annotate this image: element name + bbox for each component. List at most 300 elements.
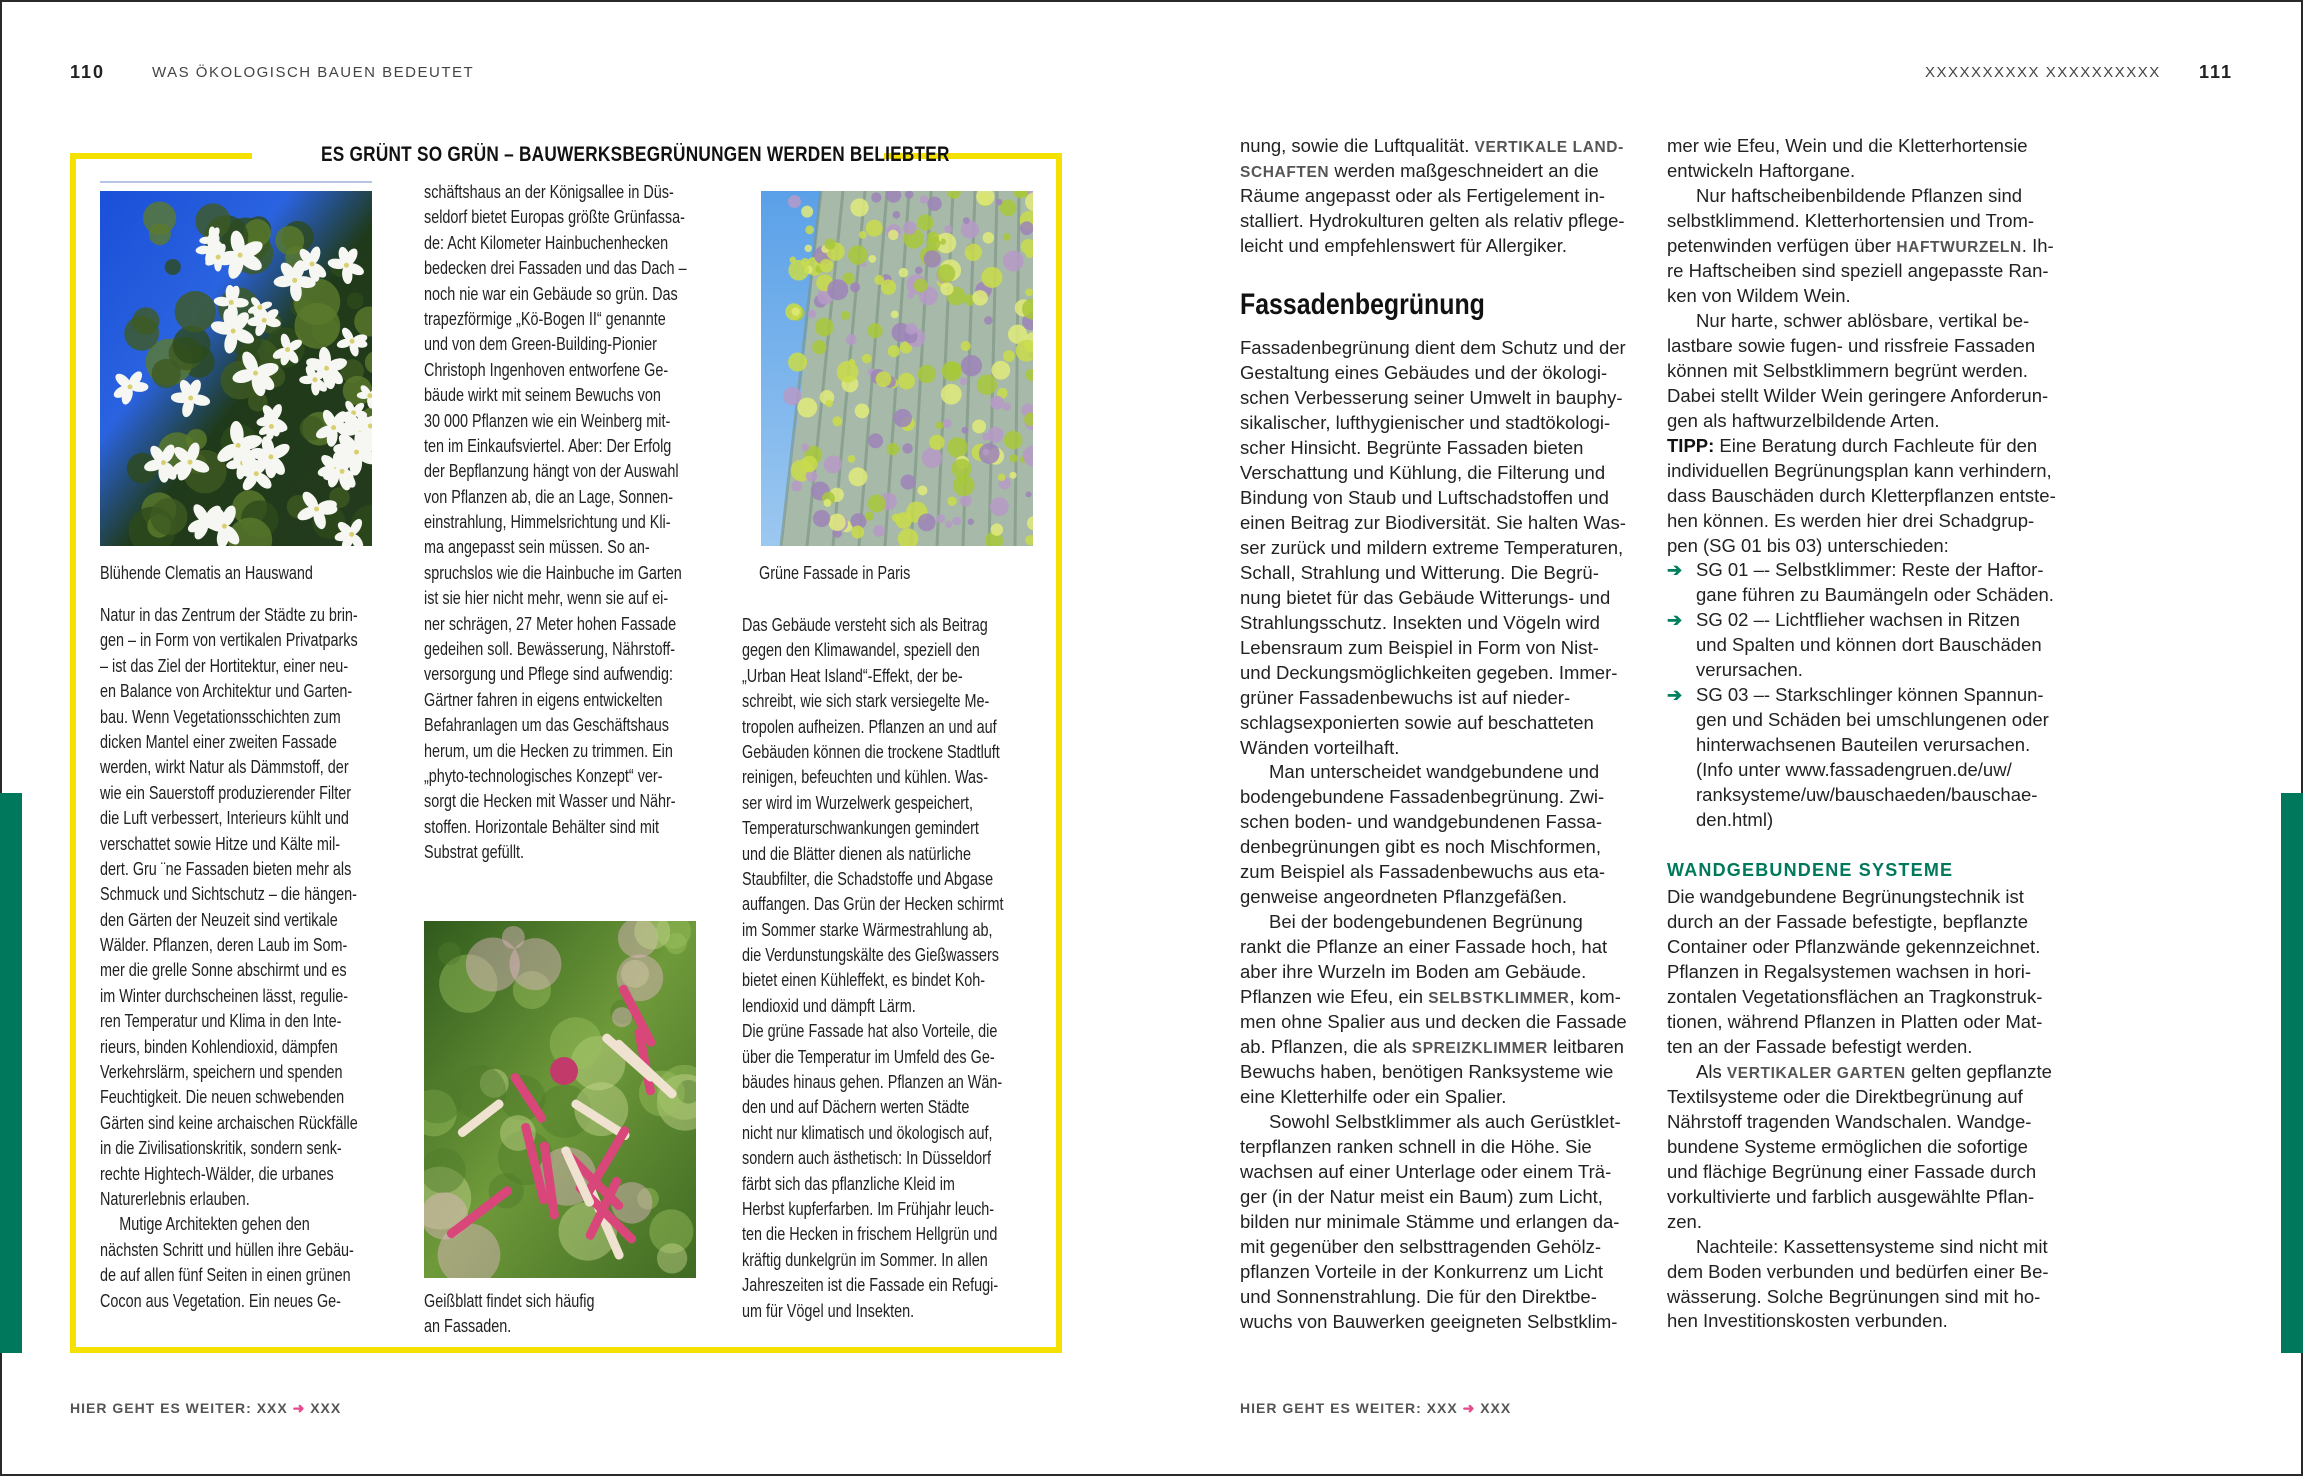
text-line: [1667, 1060, 2077, 1085]
text-line: [742, 715, 1003, 740]
text-segment: Staubfilter, die Schadstoffe und Abgase: [742, 868, 994, 889]
paris-facade-photo: [761, 191, 1033, 546]
text-segment: verursachen.: [1696, 659, 1803, 681]
text-line: [1240, 159, 1650, 184]
text-segment: reinigen, befeuchten und kühlen. Was-: [742, 767, 989, 788]
text-line: [100, 730, 358, 755]
text-segment: stalliert. Hydrokulturen gelten als relativ pflege-: [1240, 209, 1625, 231]
text-segment: wässerung. Solche Begrünungen sind mit ho-: [1667, 1285, 2041, 1307]
text-line: [1667, 935, 2077, 960]
text-line: [424, 332, 687, 357]
text-line: [1240, 184, 1650, 209]
caption-clematis: [100, 561, 313, 586]
text-segment: individuellen Begrünungsplan kann verhindern,: [1667, 459, 2052, 481]
text-line: [742, 740, 1003, 765]
text-line: [742, 638, 1003, 663]
text-line: [1667, 434, 2077, 459]
text-line: [100, 1289, 358, 1314]
text-segment: Sowohl Selbstklimmer als auch Gerüstklet-: [1269, 1111, 1621, 1133]
caption-line: Blühende Clematis an Hauswand: [100, 563, 313, 583]
text-line: [1667, 1235, 2077, 1260]
text-segment: dert. Gru ¨ne Fassaden bieten mehr als: [100, 858, 352, 879]
text-line: [100, 755, 358, 780]
text-line: [424, 713, 687, 738]
text-segment: Textilsysteme oder die Direktbegrünung auf: [1667, 1085, 2023, 1107]
text-line: [1240, 810, 1650, 835]
text-segment: gelten gepflanzte: [1905, 1060, 2052, 1082]
text-line: [1240, 461, 1650, 486]
text-line: [1240, 1060, 1650, 1085]
text-segment: de: Acht Kilometer Hainbuchenhecken: [424, 232, 669, 253]
text-segment: dicken Mantel einer zweiten Fassade: [100, 731, 337, 752]
footer-left: [70, 1400, 341, 1417]
subheading-wandgebundene-systeme: WANDGEBUNDENE SYSTEME: [1667, 860, 1954, 880]
text-segment: ger (in der Natur meist ein Baum) zum Licht,: [1240, 1185, 1603, 1207]
text-segment: leicht und empfehlenswert für Allergiker.: [1240, 234, 1568, 256]
text-segment: petenwinden verfügen über: [1667, 234, 1897, 256]
text-line: [742, 1299, 1003, 1324]
text-line: [1240, 760, 1650, 785]
text-line: [1667, 910, 2077, 935]
text-line: [424, 180, 687, 205]
text-line: [742, 1222, 1003, 1247]
text-line: [1667, 758, 2077, 783]
text-segment: Nur harte, schwer ablösbare, vertikal be-: [1696, 309, 2030, 331]
text-segment: wuchs von Bauwerken geeigneten Selbstklim-: [1240, 1310, 1618, 1332]
text-line: [1240, 561, 1650, 586]
text-line: [1667, 733, 2077, 758]
text-segment: dass Bauschäden durch Kletterpflanzen entste-: [1667, 484, 2056, 506]
text-line: [100, 1111, 358, 1136]
text-segment: en Balance von Architektur und Garten-: [100, 681, 353, 702]
text-segment: tropolen aufheizen. Pflanzen an und auf: [742, 716, 997, 737]
text-segment: den und auf Dächern werten Städte: [742, 1097, 970, 1118]
text-line: [1667, 259, 2077, 284]
text-segment: bilden nur minimale Stämme und erlangen da-: [1240, 1210, 1620, 1232]
text-segment: ranksysteme/uw/bauschaeden/bauschae-: [1696, 784, 2038, 806]
page-number-left: 110: [70, 62, 106, 82]
text-line: [424, 358, 687, 383]
text-segment: spruchslos wie die Hainbuche im Garten: [424, 562, 682, 583]
text-line: [1667, 1185, 2077, 1210]
text-line: [1240, 611, 1650, 636]
column-a-intro: [1240, 134, 1650, 259]
keyword: HAFTWURZELN: [1896, 238, 2022, 256]
text-line: [100, 1212, 358, 1237]
text-line: [1240, 1260, 1650, 1285]
text-line: [742, 664, 1003, 689]
text-segment: werden, wirkt Natur als Dämmstoff, der: [100, 757, 349, 778]
text-segment: ma angepasst sein müssen. So an-: [424, 537, 650, 558]
text-segment: Naturerlebnis erlauben.: [100, 1188, 250, 1209]
text-line: [424, 205, 687, 230]
column-a-body: [1240, 336, 1650, 1335]
text-line: [1240, 1210, 1650, 1235]
text-segment: zum Beispiel als Fassadenbewuchs aus eta-: [1240, 861, 1606, 883]
text-line: [424, 764, 687, 789]
text-line: [1667, 558, 2077, 583]
text-segment: . Ih-: [2021, 234, 2054, 256]
text-segment: hinterwachsenen Bauteilen verursachen.: [1696, 734, 2031, 756]
text-line: [742, 842, 1003, 867]
text-segment: hen Investitionskosten verbunden.: [1667, 1310, 1948, 1332]
text-line: [742, 1146, 1003, 1171]
text-line: [424, 409, 687, 434]
text-line: [742, 613, 1003, 638]
text-segment: Man unterscheidet wandgebundene und: [1269, 761, 1600, 783]
text-segment: gegen den Klimawandel, speziell den: [742, 640, 980, 661]
text-segment: wie ein Sauerstoff produzierender Filter: [100, 782, 352, 803]
text-line: [1240, 1035, 1650, 1060]
text-segment: und Sonnenstrahlung. Die für den Direktbe-: [1240, 1285, 1597, 1307]
text-line: [100, 908, 358, 933]
text-segment: Gärtner fahren in eigens entwickelten: [424, 689, 663, 710]
arrow-right-icon: ➔: [1667, 685, 1683, 706]
text-segment: den.html): [1696, 809, 1774, 831]
text-line: [1240, 736, 1650, 761]
text-segment: verschattet sowie Hitze und Kälte mil-: [100, 833, 341, 854]
text-segment: Schmuck und Sichtschutz – die hängen-: [100, 884, 357, 905]
text-line: [1667, 159, 2077, 184]
box-column-1: [100, 603, 358, 1314]
text-line: [424, 282, 687, 307]
text-line: [1667, 534, 2077, 559]
text-segment: Die wandgebundene Begrünungstechnik ist: [1667, 886, 2024, 907]
text-segment: grüner Fassadenbewuchs ist auf nieder-: [1240, 686, 1571, 708]
arrow-right-icon: ➔: [1667, 610, 1683, 631]
footer-from: XXX: [1426, 1400, 1458, 1416]
text-line: [1240, 860, 1650, 885]
text-segment: Gärten sind keine archaischen Rückfälle: [100, 1112, 358, 1133]
box-column-3: [742, 613, 1003, 1324]
text-line: [100, 832, 358, 857]
text-line: [1240, 661, 1650, 686]
text-line: [424, 459, 687, 484]
text-line: [1240, 586, 1650, 611]
image-top-rule: [100, 181, 372, 183]
text-segment: Mutige Architekten gehen den: [119, 1214, 310, 1235]
text-line: [1240, 1135, 1650, 1160]
clematis-photo: [100, 191, 372, 546]
text-segment: tionen, während Pflanzen in Platten oder Mat-: [1667, 1010, 2043, 1032]
text-segment: herum, um die Hecken zu trimmen. Ein: [424, 740, 673, 761]
text-segment: und Spalten und können dort Bauschäden: [1696, 634, 2042, 656]
text-segment: Pflanzen in Regalsystemen wachsen in hori-: [1667, 960, 2032, 982]
text-line: [424, 612, 687, 637]
text-segment: ser zurück und mildern extreme Temperaturen,: [1240, 536, 1624, 558]
text-line: [424, 256, 687, 281]
text-segment: durch an der Fassade befestigte, bepflanzte: [1667, 910, 2028, 932]
text-segment: schäftshaus an der Königsallee in Düs-: [424, 182, 674, 202]
text-segment: – ist das Ziel der Hortitektur, einer neu-: [100, 655, 349, 676]
running-head-left: WAS ÖKOLOGISCH BAUEN BEDEUTET: [152, 64, 475, 81]
text-segment: vorkultivierte und farblich ausgewählte Pflan-: [1667, 1185, 2035, 1207]
text-segment: Herbst kupferfarben. Im Frühjahr leuch-: [742, 1198, 995, 1219]
text-line: [1240, 636, 1650, 661]
honeysuckle-photo: [424, 921, 696, 1278]
text-segment: SG 01 –- Selbstklimmer: Reste der Haftor-: [1696, 559, 2044, 581]
text-line: [1240, 134, 1650, 159]
text-line: [100, 1263, 358, 1288]
text-segment: ren Temperatur und Klima in den Inte-: [100, 1011, 342, 1032]
text-line: [1240, 436, 1650, 461]
text-segment: men ohne Spalier aus und decken die Fassade: [1240, 1011, 1627, 1033]
text-line: [1667, 608, 2077, 633]
text-segment: Verkehrslärm, speichern und spenden: [100, 1062, 343, 1083]
text-line: [100, 679, 358, 704]
keyword: VERTIKALE LAND-: [1474, 139, 1624, 156]
text-line: [1667, 783, 2077, 808]
text-segment: Feuchtigkeit. Die neuen schwebenden: [100, 1087, 345, 1108]
text-line: [1667, 384, 2077, 409]
text-segment: einstrahlung, Himmelsrichtung und Kli-: [424, 512, 671, 533]
text-segment: aber ihre Wurzeln im Boden am Gebäude.: [1240, 961, 1587, 983]
text-line: [424, 485, 687, 510]
text-segment: bodengebundene Fassadenbegrünung. Zwi-: [1240, 786, 1605, 808]
text-line: [742, 1248, 1003, 1273]
text-segment: nung, sowie die Luftqualität.: [1240, 135, 1475, 156]
text-line: [1667, 1309, 2077, 1334]
text-segment: und die Blätter dienen als natürliche: [742, 843, 971, 864]
text-segment: Wänden vorteilhaft.: [1240, 736, 1400, 758]
text-line: [424, 383, 687, 408]
text-segment: gen und Schäden bei umschlungenen oder: [1696, 709, 2049, 731]
text-line: [424, 815, 687, 840]
text-line: [1667, 1035, 2077, 1060]
text-line: [742, 1197, 1003, 1222]
column-b-top: [1667, 134, 2077, 833]
text-line: [100, 984, 358, 1009]
text-segment: Gestaltung eines Gebäudes und der ökologi-: [1240, 361, 1608, 383]
text-segment: gen – in Form von vertikalen Privatparks: [100, 630, 358, 651]
text-segment: genweise angeordneten Pflanzgefäßen.: [1240, 886, 1568, 908]
text-segment: noch nie war ein Gebäude so grün. Das: [424, 283, 678, 304]
text-segment: SG 03 –- Starkschlinger können Spannun-: [1696, 684, 2044, 706]
text-segment: 30 000 Pflanzen wie ein Weinberg mit-: [424, 410, 671, 431]
text-line: [1667, 1135, 2077, 1160]
text-segment: Bindung von Staub und Luftschadstoffen und: [1240, 486, 1609, 508]
text-line: [100, 1238, 358, 1263]
text-segment: ist sie hier nicht mehr, wenn sie auf ei-: [424, 588, 669, 609]
text-segment: Pflanzen wie Efeu, ein: [1240, 986, 1429, 1008]
caption-line: Grüne Fassade in Paris: [759, 563, 911, 583]
text-segment: über die Temperatur im Umfeld des Ge-: [742, 1046, 995, 1067]
text-segment: de auf allen fünf Seiten in einen grünen: [100, 1265, 351, 1286]
text-segment: Nährstoff tragenden Wandschalen. Wandge-: [1667, 1110, 2032, 1132]
text-segment: färbt sich das pflanzliche Kleid im: [742, 1173, 955, 1194]
text-line: [1240, 1160, 1650, 1185]
text-segment: Dabei stellt Wilder Wein geringere Anforderun-: [1667, 384, 2049, 406]
text-line: [742, 1045, 1003, 1070]
text-segment: Bewuchs haben, benötigen Ranksysteme wie: [1240, 1061, 1614, 1083]
text-line: [1240, 361, 1650, 386]
text-segment: kräftig dunkelgrün im Sommer. In allen: [742, 1249, 988, 1270]
box-column-2: [424, 180, 687, 866]
text-segment: zontalen Vegetationsflächen an Tragkonstruk-: [1667, 985, 2043, 1007]
text-line: [100, 1060, 358, 1085]
text-line: [742, 968, 1003, 993]
text-line: [100, 958, 358, 983]
text-line: [1240, 686, 1650, 711]
text-line: [1667, 583, 2077, 608]
arrow-right-icon: ➔: [1667, 560, 1683, 581]
text-line: [424, 307, 687, 332]
text-line: [1667, 658, 2077, 683]
text-line: [1240, 711, 1650, 736]
arrow-right-icon: ➜: [292, 1400, 306, 1416]
text-segment: Lebensraum zum Beispiel in Form von Nist-: [1240, 636, 1599, 658]
text-line: [100, 1085, 358, 1110]
text-line: [1667, 359, 2077, 384]
text-segment: Cocon aus Vegetation. Ein neues Ge-: [100, 1290, 341, 1311]
text-line: [1240, 1310, 1650, 1335]
text-segment: in die Zivilisationskritik, sondern senk-: [100, 1138, 342, 1159]
text-segment: lendioxid und dämpft Lärm.: [742, 995, 916, 1016]
text-line: [1667, 985, 2077, 1010]
text-segment: hen können. Es werden hier drei Schadgrup-: [1667, 509, 2035, 531]
text-segment: rechte Hightech-Wälder, die urbanes: [100, 1163, 334, 1184]
text-segment: Als: [1696, 1060, 1727, 1082]
text-line: [100, 603, 358, 628]
text-segment: scher Hinsicht. Begrünte Fassaden bieten: [1240, 436, 1584, 458]
text-line: [1667, 209, 2077, 234]
text-segment: Natur in das Zentrum der Städte zu brin-: [100, 605, 358, 625]
text-line: [742, 816, 1003, 841]
text-segment: den Gärten der Neuzeit sind vertikale: [100, 909, 338, 930]
text-segment: ner schrägen, 27 Meter hohen Fassade: [424, 613, 677, 634]
page-number-right: 111: [2199, 62, 2234, 82]
text-line: [1667, 234, 2077, 259]
text-line: [1667, 409, 2077, 434]
keyword: SELBSTKLIMMER: [1428, 990, 1570, 1008]
text-line: [1667, 134, 2077, 159]
text-segment: und flächige Begrünung einer Fassade durch: [1667, 1160, 2037, 1182]
text-segment: Christoph Ingenhoven entworfene Ge-: [424, 359, 669, 380]
green-edge-bar-left: [0, 793, 22, 1353]
text-line: [100, 1009, 358, 1034]
text-segment: im Winter durchscheinen lässt, regulie-: [100, 985, 349, 1006]
text-segment: Substrat gefüllt.: [424, 842, 525, 863]
text-line: [100, 1035, 358, 1060]
text-segment: schlagsexponierten sowie auf beschatteten: [1240, 711, 1594, 733]
text-segment: mer wie Efeu, Wein und die Kletterhortensie: [1667, 135, 2028, 156]
text-line: [424, 789, 687, 814]
keyword: SPREIZKLIMMER: [1411, 1040, 1548, 1058]
text-segment: schen boden- und wandgebundenen Fassa-: [1240, 811, 1603, 833]
text-line: [100, 654, 358, 679]
text-line: [424, 739, 687, 764]
text-line: [100, 882, 358, 907]
footer-to: XXX: [310, 1400, 342, 1416]
text-segment: bundene Systeme ermöglichen die sofortige: [1667, 1135, 2028, 1157]
text-line: [1667, 1010, 2077, 1035]
text-line: [1240, 910, 1650, 935]
text-line: [742, 943, 1003, 968]
box-title: ES GRÜNT SO GRÜN – BAUWERKSBEGRÜNUNGEN WERDEN BELIEBTER: [321, 143, 950, 166]
text-line: [1240, 1285, 1650, 1310]
text-segment: mit gegenüber den selbsttragenden Gehölz-: [1240, 1235, 1601, 1257]
footer-from: XXX: [256, 1400, 288, 1416]
text-line: [1240, 960, 1650, 985]
text-line: [1240, 785, 1650, 810]
text-segment: ken von Wildem Wein.: [1667, 284, 1851, 306]
text-line: [1240, 935, 1650, 960]
text-line: [424, 561, 687, 586]
text-line: [1667, 1085, 2077, 1110]
text-segment: nächsten Schritt und hüllen ihre Gebäu-: [100, 1239, 354, 1260]
text-segment: Die grüne Fassade hat also Vorteile, die: [742, 1021, 998, 1042]
text-line: [742, 918, 1003, 943]
text-line: [742, 1019, 1003, 1044]
text-segment: gen als haftwurzelbildende Arten.: [1667, 409, 1940, 431]
text-segment: Verschattung und Kühlung, die Filterung und: [1240, 461, 1606, 483]
text-line: [1667, 708, 2077, 733]
text-segment: bietet einen Kühleffekt, es bindet Koh-: [742, 970, 986, 991]
text-segment: versorgung und Pflege sind aufwendig:: [424, 664, 673, 685]
text-segment: können mit Selbstklimmern begrünt werden.: [1667, 359, 2028, 381]
text-segment: Das Gebäude versteht sich als Beitrag: [742, 615, 988, 635]
caption-line: Geißblatt findet sich häufig: [424, 1291, 595, 1311]
text-segment: , kom-: [1569, 986, 1621, 1008]
text-segment: denbegrünungen gibt es noch Mischformen,: [1240, 836, 1601, 858]
tip-label: TIPP:: [1667, 434, 1715, 456]
text-segment: Gebäuden können die trockene Stadtluft: [742, 741, 1000, 762]
text-line: [100, 628, 358, 653]
text-segment: bäude wirkt mit seinem Bewuchs von: [424, 385, 661, 406]
text-line: [100, 933, 358, 958]
running-head-right: XXXXXXXXXX XXXXXXXXXX: [1925, 64, 2161, 81]
text-segment: re Haftscheiben sind speziell angepasste Ran-: [1667, 259, 2049, 281]
text-line: [742, 1172, 1003, 1197]
text-line: [100, 705, 358, 730]
text-segment: Fassadenbegrünung dient dem Schutz und der: [1240, 337, 1626, 358]
text-line: [1240, 234, 1650, 259]
text-segment: bau. Wenn Vegetationsschichten zum: [100, 706, 341, 727]
text-segment: Räume angepasst oder als Fertigelement in-: [1240, 184, 1606, 206]
text-segment: sondern auch ästhetisch: In Düsseldorf: [742, 1148, 991, 1169]
text-line: [1667, 184, 2077, 209]
text-line: [1667, 459, 2077, 484]
text-segment: Strahlungsschutz. Insekten und Vögeln wird: [1240, 611, 1600, 633]
text-segment: dem Boden verbunden und bedürfen einer Be-: [1667, 1260, 2049, 1282]
text-segment: gedeihen soll. Bewässerung, Nährstoff-: [424, 639, 676, 660]
text-line: [1667, 885, 2077, 910]
text-segment: eine Kletterhilfe oder ein Spalier.: [1240, 1086, 1507, 1108]
text-line: [424, 535, 687, 560]
text-segment: nicht nur klimatisch und ökologisch auf,: [742, 1122, 993, 1143]
text-segment: terpflanzen ranken schnell in die Höhe. Sie: [1240, 1136, 1592, 1157]
text-line: [1667, 1285, 2077, 1310]
text-line: [1240, 1235, 1650, 1260]
text-line: [424, 510, 687, 535]
text-segment: entwickeln Haftorgane.: [1667, 159, 1856, 181]
text-segment: ten im Einkaufsviertel. Aber: Der Erfolg: [424, 435, 672, 456]
text-line: [100, 1162, 358, 1187]
text-segment: pen (SG 01 bis 03) unterschieden:: [1667, 534, 1949, 556]
text-segment: rieurs, binden Kohlendioxid, dämpfen: [100, 1036, 338, 1057]
text-line: [742, 1070, 1003, 1095]
text-line: [100, 1187, 358, 1212]
text-line: [424, 231, 687, 256]
text-line: [1240, 536, 1650, 561]
text-line: [424, 662, 687, 687]
text-segment: ab. Pflanzen, die als: [1240, 1036, 1412, 1058]
text-line: [1240, 411, 1650, 436]
text-segment: schreibt, wie sich stark versiegelte Me-: [742, 691, 990, 712]
text-line: [1240, 1085, 1650, 1110]
text-segment: stoffen. Horizontale Behälter sind mit: [424, 816, 660, 837]
text-line: [1667, 284, 2077, 309]
